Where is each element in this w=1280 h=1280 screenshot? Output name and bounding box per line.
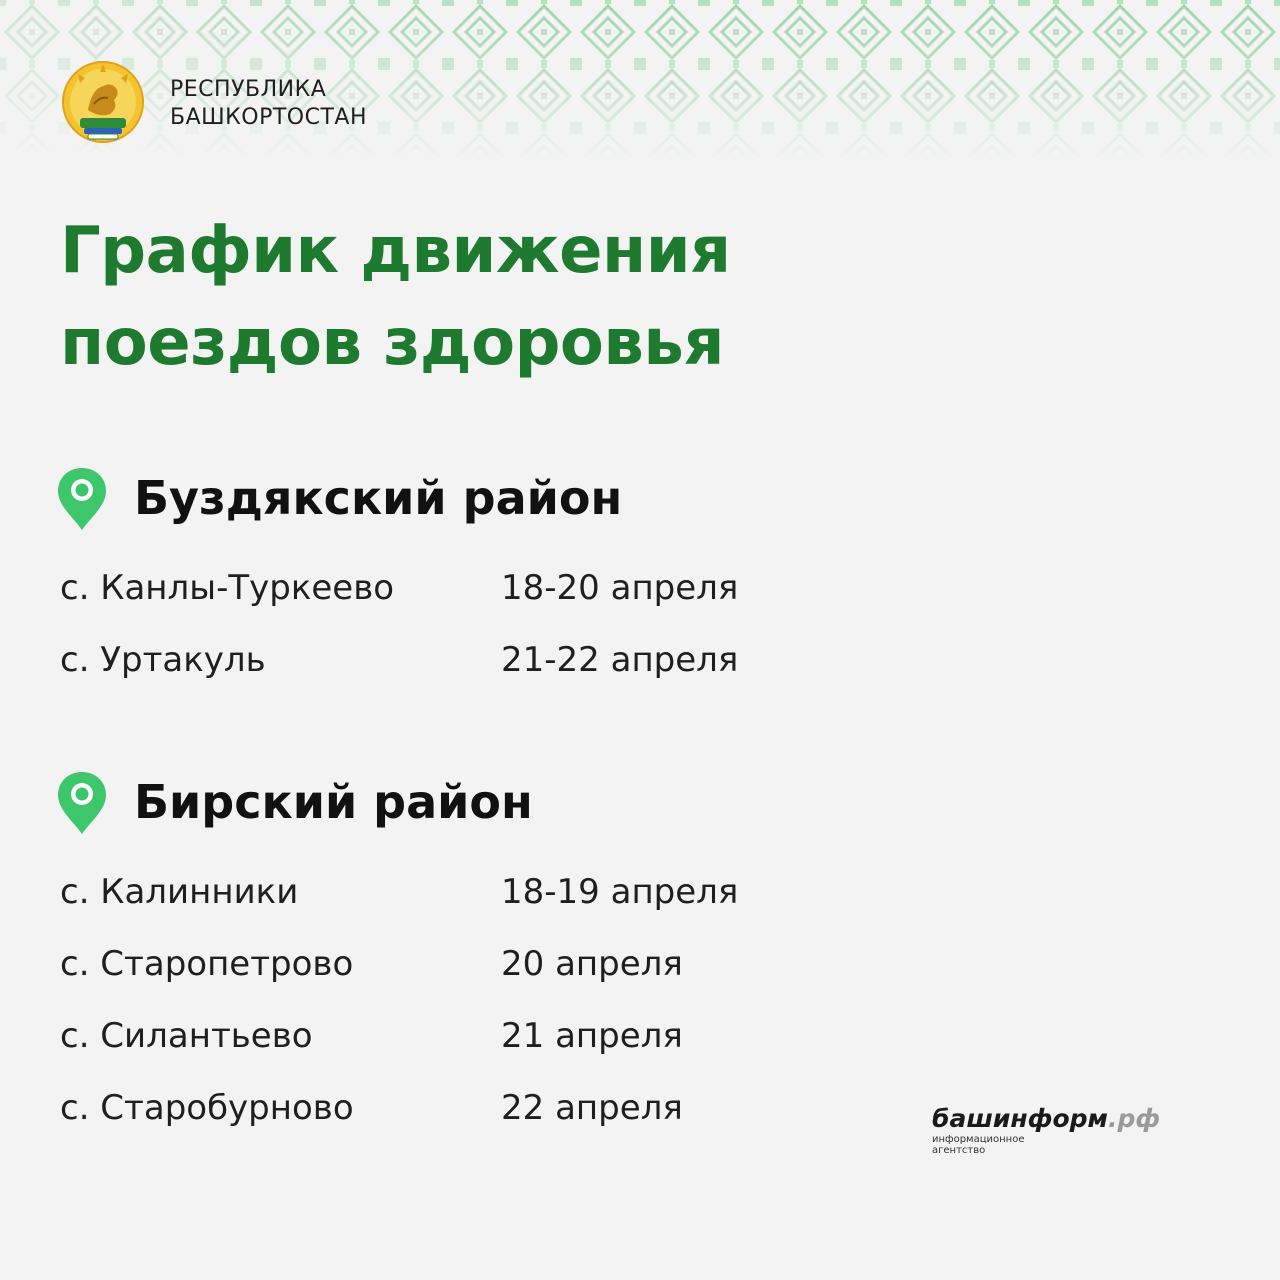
visit-dates: 21-22 апреля — [501, 640, 739, 680]
schedule-row — [0, 635, 900, 685]
schedule-row — [0, 1011, 900, 1061]
brand-name-text: башинформ — [932, 1104, 1108, 1133]
district-name: Буздякский район — [134, 471, 623, 525]
district-header — [0, 770, 900, 840]
brand-subtitle-line-1: информационное — [932, 1134, 1025, 1145]
schedule-row — [0, 1083, 900, 1133]
village-name: с. Калинники — [60, 872, 299, 912]
village-name: с. Старопетрово — [60, 944, 354, 984]
visit-dates: 18-19 апреля — [501, 872, 739, 912]
brand-name — [932, 1104, 1172, 1134]
page-title-line-2: поездов здоровья — [60, 306, 724, 380]
village-name: с. Старобурново — [60, 1088, 354, 1128]
bashkortostan-emblem-icon — [58, 58, 148, 148]
republic-name — [170, 76, 367, 132]
schedule-row — [0, 939, 900, 989]
visit-dates: 21 апреля — [501, 1016, 683, 1056]
district-header — [0, 466, 900, 536]
visit-dates: 18-20 апреля — [501, 568, 739, 608]
schedule-row — [0, 563, 900, 613]
visit-dates: 22 апреля — [501, 1088, 683, 1128]
location-pin-icon — [56, 466, 108, 532]
village-name: с. Уртакуль — [60, 640, 266, 680]
brand-tld: .рф — [1107, 1104, 1161, 1133]
republic-line-2: БАШКОРТОСТАН — [170, 105, 368, 130]
visit-dates: 20 апреля — [501, 944, 683, 984]
schedule-row — [0, 867, 900, 917]
brand-subtitle-line-2: агентство — [932, 1145, 986, 1156]
village-name: с. Силантьево — [60, 1016, 313, 1056]
district-name: Бирский район — [134, 775, 533, 829]
page-title — [60, 205, 731, 389]
village-name: с. Канлы-Туркеево — [60, 568, 395, 608]
republic-line-1: РЕСПУБЛИКА — [170, 77, 327, 102]
location-pin-icon — [56, 770, 108, 836]
page-title-line-1: График движения — [60, 214, 731, 288]
bashinform-logo — [932, 1104, 1172, 1164]
